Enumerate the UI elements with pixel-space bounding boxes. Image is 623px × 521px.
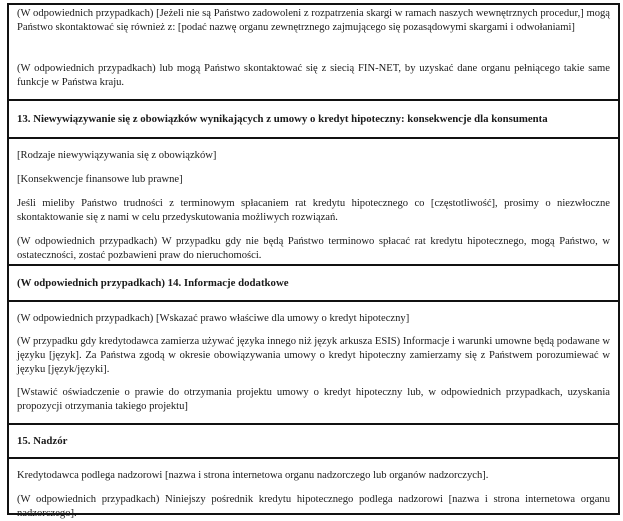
section-13-header [9,99,618,137]
section-13-paragraph: (W odpowiednich przypadkach) W przypadku gdy nie będą Państwo terminowo spłacać rat kredytu hipotecznego, mogą Państwo, w ostateczności, zostać pozbawieni praw do nieruchomości. [17,236,610,261]
esis-document-table [7,3,620,519]
section-15-paragraph: Kredytodawca podlega nadzorowi [nazwa i strona internetowa organu nadzorczego lub organów nadzorczych]. [17,470,489,481]
section-15-header [9,423,618,457]
section-15-heading: 15. Nadzór [17,435,68,447]
section-14-paragraph: [Wstawić oświadczenie o prawie do otrzymania projektu umowy o kredyt hipoteczny lub, w odpowiednich przypadkach, uzyskania propozycji otrzymania takiego projektu] [17,387,610,412]
section-13-heading: 13. Niewywiązywanie się z obowiązków wynikających z umowy o kredyt hipoteczny: konsekwencje dla konsumenta [17,113,548,125]
section-14-paragraph: (W przypadku gdy kredytodawca zamierza używać języka innego niż język arkusza ESIS) Informacje i warunki umowne będą podawane w języku [język]. Za Państwa zgodą w okresie obowiązywania umowy o kredyt hipoteczny zamierzamy się z Państwem porozumiewać w języku [język/języki]. [17,336,610,375]
section-13-body [9,137,618,264]
section-14-heading: (W odpowiednich przypadkach) 14. Informacje dodatkowe [17,277,289,289]
section-15-body [9,457,618,519]
section-13-paragraph: Jeśli mieliby Państwo trudności z terminowym spłacaniem rat kredytu hipotecznego co [częstotliwość], prosimy o niezwłoczne skontaktowanie się z nami w celu przedyskutowania możliwych rozwiązań. [17,198,610,223]
section-14-header [9,264,618,300]
section-13-paragraph: [Rodzaje niewywiązywania się z obowiązków] [17,150,217,161]
complaints-section-body [9,5,618,99]
section-14-paragraph: (W odpowiednich przypadkach) [Wskazać prawo właściwe dla umowy o kredyt hipoteczny] [17,313,410,324]
fin-net-paragraph: (W odpowiednich przypadkach) lub mogą Państwo skontaktować się z siecią FIN-NET, by uzyskać dane organu pełniącego takie same funkcje w Państwa kraju. [17,63,610,88]
section-13-paragraph: [Konsekwencje finansowe lub prawne] [17,174,183,185]
section-15-paragraph: (W odpowiednich przypadkach) Niniejszy pośrednik kredytu hipotecznego podlega nadzorowi [nazwa i strona internetowa organu nadzorczego]. [17,494,610,519]
section-14-body [9,300,618,423]
complaints-paragraph: (W odpowiednich przypadkach) [Jeżeli nie są Państwo zadowoleni z rozpatrzenia skargi w ramach naszych wewnętrznych procedur,] mogą Państwo skontaktować się również z: [podać nazwę organu zewnętrznego zajmującego się pozasądowymi skargami i odwołaniami] [17,8,610,33]
